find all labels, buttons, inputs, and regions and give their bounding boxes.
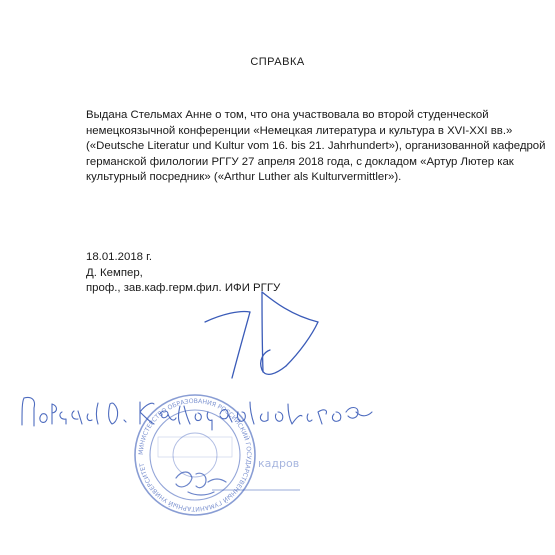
body-line: культурный посредник» («Arthur Luther als Kulturvermittler»). bbox=[86, 171, 402, 184]
stamp-signature-icon bbox=[176, 472, 226, 495]
signer-name: Д. Кемпер, bbox=[86, 266, 143, 279]
document-title: СПРАВКА bbox=[250, 56, 305, 68]
body-line: («Deutsche Literatur und Kultur vom 16. bis 21. Jahrhundert»), организованной кафедрой bbox=[86, 140, 546, 153]
stamp-side-text: кадров bbox=[258, 457, 300, 470]
stamp-ring-text: МИНИСТЕРСТВО ОБРАЗОВАНИЯ РОССИЙСКИЙ ГОСУДАРСТВЕННЫЙ ГУМАНИТАРНЫЙ УНИВЕРСИТЕТ bbox=[137, 397, 253, 513]
body-line: Выдана Стельмах Анне о том, что она участвовала во второй студенческой bbox=[86, 109, 489, 121]
signer-position: проф., зав.каф.герм.фил. ИФИ РГГУ bbox=[86, 282, 281, 295]
official-stamp-icon bbox=[135, 395, 300, 515]
body-line: германской филологии РГГУ 27 апреля 2018 года, с докладом «Артур Лютер как bbox=[86, 155, 514, 168]
signature-icon bbox=[205, 292, 318, 378]
body-line: немецкоязычной конференции «Немецкая литература и культура в XVI-XXI вв.» bbox=[86, 124, 513, 137]
document-date: 18.01.2018 г. bbox=[86, 251, 153, 263]
